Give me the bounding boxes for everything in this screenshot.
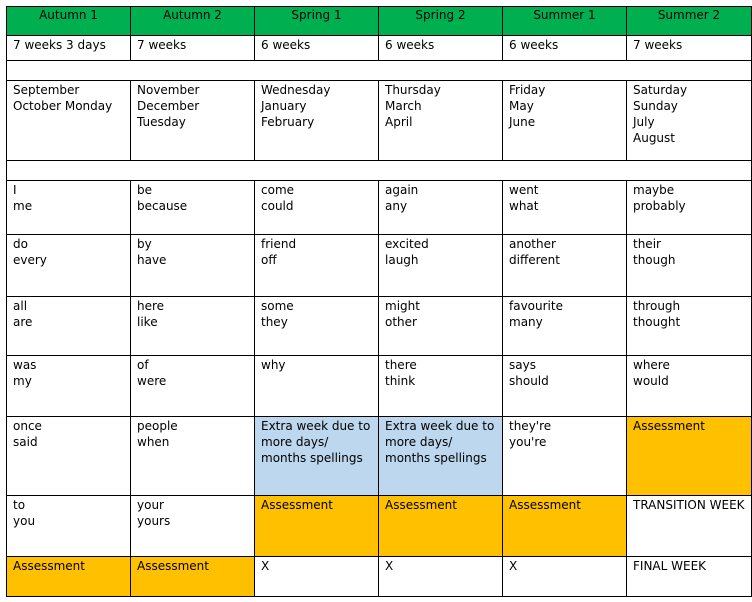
- word-row: [7, 356, 752, 417]
- word-row: [7, 557, 752, 597]
- word-cell: there think: [379, 356, 503, 417]
- months-cell: Friday May June: [503, 81, 627, 161]
- word-cell: all are: [7, 297, 131, 356]
- months-cell: November December Tuesday: [131, 81, 255, 161]
- weeks-cell: 6 weeks: [503, 36, 627, 61]
- word-cell: once said: [7, 417, 131, 496]
- word-row: [7, 496, 752, 557]
- months-cell: Wednesday January February: [255, 81, 379, 161]
- word-cell: again any: [379, 181, 503, 235]
- word-cell: might other: [379, 297, 503, 356]
- spacer-cell: [7, 161, 752, 181]
- assessment-cell: Assessment: [627, 417, 752, 496]
- weeks-cell: 7 weeks: [131, 36, 255, 61]
- word-row: [7, 297, 752, 356]
- header-cell: Spring 1: [255, 7, 379, 36]
- word-row: [7, 417, 752, 496]
- word-cell: your yours: [131, 496, 255, 557]
- months-cell: September October Monday: [7, 81, 131, 161]
- weeks-cell: 6 weeks: [255, 36, 379, 61]
- header-cell: Autumn 1: [7, 7, 131, 36]
- word-cell: I me: [7, 181, 131, 235]
- word-cell: people when: [131, 417, 255, 496]
- final-week-cell: FINAL WEEK: [627, 557, 752, 597]
- extra-week-cell: Extra week due to more days/ months spellings: [255, 417, 379, 496]
- spacer-row: [7, 161, 752, 181]
- months-row: [7, 81, 752, 161]
- word-cell: says should: [503, 356, 627, 417]
- word-cell: where would: [627, 356, 752, 417]
- word-cell: why: [255, 356, 379, 417]
- word-cell: friend off: [255, 235, 379, 297]
- assessment-cell: Assessment: [131, 557, 255, 597]
- word-cell: come could: [255, 181, 379, 235]
- months-cell: Saturday Sunday July August: [627, 81, 752, 161]
- word-cell: through thought: [627, 297, 752, 356]
- word-cell: was my: [7, 356, 131, 417]
- header-cell: Summer 1: [503, 7, 627, 36]
- word-cell: went what: [503, 181, 627, 235]
- word-cell: to you: [7, 496, 131, 557]
- header-cell: Spring 2: [379, 7, 503, 36]
- assessment-cell: Assessment: [379, 496, 503, 557]
- spacer-row: [7, 61, 752, 81]
- spacer-cell: [7, 61, 752, 81]
- header-row: [7, 7, 752, 36]
- word-row: [7, 235, 752, 297]
- word-cell: of were: [131, 356, 255, 417]
- extra-week-cell: Extra week due to more days/ months spellings: [379, 417, 503, 496]
- word-cell: maybe probably: [627, 181, 752, 235]
- word-cell: be because: [131, 181, 255, 235]
- word-cell: do every: [7, 235, 131, 297]
- word-cell: their though: [627, 235, 752, 297]
- word-cell: here like: [131, 297, 255, 356]
- weeks-cell: 6 weeks: [379, 36, 503, 61]
- word-cell: X: [255, 557, 379, 597]
- weeks-row: [7, 36, 752, 61]
- word-cell: favourite many: [503, 297, 627, 356]
- header-cell: Summer 2: [627, 7, 752, 36]
- assessment-cell: Assessment: [7, 557, 131, 597]
- word-cell: X: [379, 557, 503, 597]
- word-cell: another different: [503, 235, 627, 297]
- word-cell: X: [503, 557, 627, 597]
- assessment-cell: Assessment: [255, 496, 379, 557]
- word-cell: excited laugh: [379, 235, 503, 297]
- transition-week-cell: TRANSITION WEEK: [627, 496, 752, 557]
- header-cell: Autumn 2: [131, 7, 255, 36]
- word-cell: some they: [255, 297, 379, 356]
- word-row: [7, 181, 752, 235]
- weeks-cell: 7 weeks: [627, 36, 752, 61]
- spelling-schedule-table: [6, 6, 752, 597]
- word-cell: they're you're: [503, 417, 627, 496]
- weeks-cell: 7 weeks 3 days: [7, 36, 131, 61]
- months-cell: Thursday March April: [379, 81, 503, 161]
- assessment-cell: Assessment: [503, 496, 627, 557]
- word-cell: by have: [131, 235, 255, 297]
